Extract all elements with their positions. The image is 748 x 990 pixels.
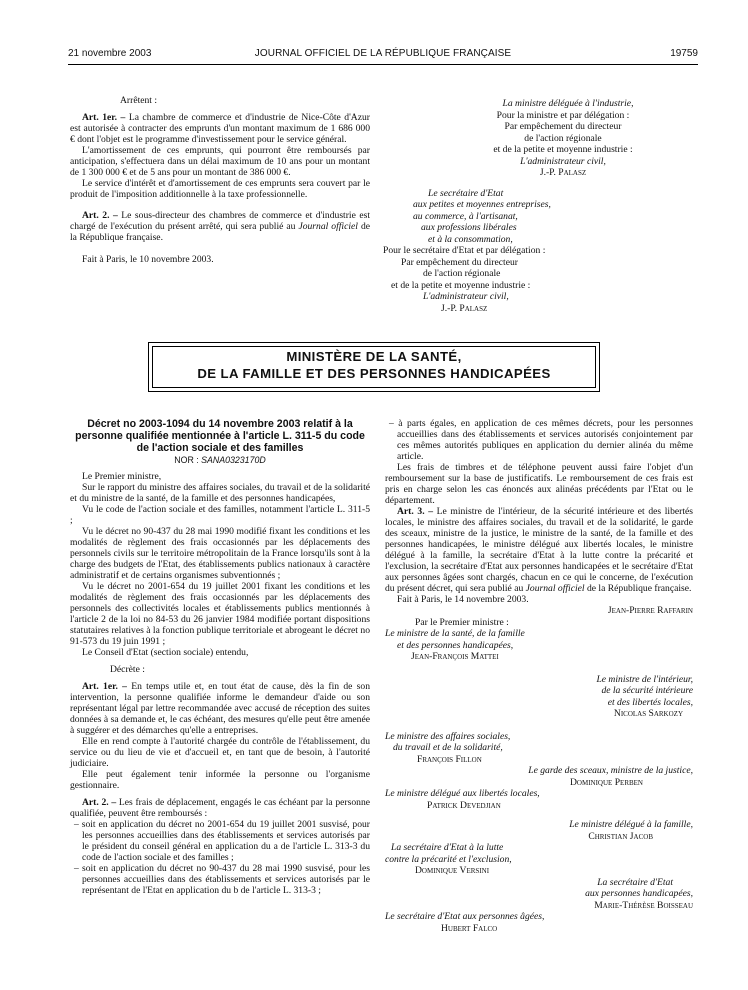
decret-column-right — [385, 418, 693, 934]
decret-art1-p2: Elle en rend compte à l'autorité chargée du contrôle de l'établissement, du service ou du lieu de vie et d'accueil et, en tant que de besoin, à l'autorité judiciaire. — [70, 736, 370, 769]
s3-role: Le ministre des affaires sociales, — [385, 730, 511, 742]
list-item: – soit en application du décret no 90-437 du 28 mai 1990 susvisé, pour les personnes accueillies dans des établissements et services autorisés par le représentant de l'Etat en application du b de l'article L. 313-3 ; — [70, 863, 370, 896]
sig1-line: Pour la ministre et par délégation : — [496, 109, 630, 121]
sig2-line: Pour le secrétaire d'Etat et par délégation : — [383, 245, 546, 256]
nor-reference — [70, 455, 370, 466]
sur-le-rapport: Sur le rapport du ministre des affaires sociales, du travail et de la solidarité et du ministre de la santé, de la famille et des personnes handicapées, — [70, 482, 370, 504]
conseil-etat: Le Conseil d'Etat (section sociale) entendu, — [82, 647, 249, 658]
decret-title: Décret no 2003-1094 du 14 novembre 2003 relatif à la personne qualifiée mentionnée à l'article L. 311-5 du code de l'action sociale et des familles — [75, 418, 365, 454]
sig2-role: au commerce, à l'artisanat, — [413, 210, 518, 222]
s7-name: Dominique Versini — [415, 865, 490, 876]
text: Les frais de déplacement, engagés le cas échéant par la personne qualifiée, peuvent être remboursés : — [70, 797, 371, 819]
art2-list — [70, 819, 370, 896]
ministry-banner-inner — [152, 346, 596, 388]
text: de la République française. — [70, 221, 371, 243]
s5-name: Patrick Devedjian — [427, 799, 501, 811]
arrete-signatures — [383, 98, 693, 314]
decret-signatures — [385, 605, 693, 934]
arrete-art1-p1 — [70, 112, 370, 145]
art-label: Art. 2. – — [82, 210, 118, 221]
sig2-line: Par empêchement du directeur — [401, 256, 518, 268]
decret-art1-p3: Elle peut également tenir informée la personne ou l'organisme gestionnaire. — [70, 769, 370, 791]
header-page-number: 19759 — [670, 48, 698, 59]
s7-role: contre la précarité et l'exclusion, — [385, 853, 512, 865]
arretent: Arrêtent : — [120, 95, 158, 106]
s1-name: Jean-François Mattei — [411, 651, 499, 662]
sig1-role: La ministre déléguée à l'industrie, — [502, 98, 634, 109]
s1-role: et des personnes handicapées, — [397, 639, 514, 651]
list-item: – soit en application du décret no 2001-654 du 19 juillet 2001 susvisé, pour les personnes accueillies dans des établissements et services autorisés par le président du conseil général en application du a de l'article L. 313-3 du code de l'action sociale et des familles ; — [70, 819, 370, 863]
arrete-art1-p2: L'amortissement de ces emprunts, qui pourront être remboursés par anticipation, s'effectuera dans un délai maximum de 10 ans pour un montant de 1 300 000 € et de 5 ans pour un montant de 386 000 €. — [70, 145, 370, 178]
sig2-name: J.-P. Palasz — [441, 302, 488, 314]
sig1-line: et de la petite et moyenne industrie : — [493, 144, 633, 155]
sig2-role: aux petites et moyennes entreprises, — [413, 199, 551, 210]
s3-name: François Fillon — [417, 753, 482, 765]
sig1-line: Par empêchement du directeur — [504, 121, 622, 132]
art-label: Art. 1er. – — [82, 112, 126, 123]
par-pm: Par le Premier ministre : — [415, 616, 509, 628]
s3-role: du travail et de la solidarité, — [393, 742, 503, 753]
header-rule — [68, 64, 698, 65]
list-item: – à parts égales, en application de ces mêmes décrets, pour les personnes accueillies dans des établissements et services autorisés conjointement par ces mêmes autorités publiques en application du dernier alinéa du même article. — [385, 418, 693, 462]
s6-role: Le ministre délégué à la famille, — [569, 819, 693, 830]
header-journal-title: JOURNAL OFFICIEL DE LA RÉPUBLIQUE FRANÇAISE — [254, 48, 512, 59]
s8-role: La secrétaire d'Etat — [597, 876, 673, 888]
art2-list-cont — [385, 418, 693, 462]
premier-ministre: Le Premier ministre, — [82, 471, 162, 482]
s8-role: aux personnes handicapées, — [585, 888, 693, 899]
vu-2: Vu le décret no 90-437 du 28 mai 1990 modifié fixant les conditions et les modalités de règlement des frais occasionnés par les déplacements des personnels civils sur le territoire métropolitain de la France lorsqu'ils sont à la charge des budgets de l'Etat, des établissements publics nationaux à caractère administratif et de certains organismes subventionnés ; — [70, 526, 370, 581]
text: En temps utile et, en tout état de cause, dès la fin de son intervention, la personne qualifiée informe le demandeur d'aide ou son représentant légal par lettre recommandée avec accusé de réception des suites données à sa demande et, le cas échéant, des mesures qu'elle peut être amenée à suggérer et des démarches qu'elle a entreprises. — [70, 681, 370, 736]
nor-label: NOR : — [174, 455, 199, 465]
nor-code: SANA0323170D — [201, 455, 266, 465]
decret-art2-p1 — [70, 797, 370, 819]
art-label: Art. 2. – — [82, 797, 117, 808]
art-label: Art. 3. – — [397, 506, 434, 517]
decret-column-left — [70, 418, 370, 896]
ministry-line1: MINISTÈRE DE LA SANTÉ, — [286, 349, 462, 364]
arrete-end-column — [70, 95, 370, 265]
sig2-role: Le secrétaire d'Etat — [428, 187, 504, 199]
ministry-line2: DE LA FAMILLE ET DES PERSONNES HANDICAPÉES — [197, 366, 551, 381]
s2-role: Le ministre de l'intérieur, — [596, 673, 693, 685]
ministry-banner — [148, 342, 600, 392]
jo-ref: Journal officiel — [298, 221, 358, 232]
s7-role: La secrétaire d'Etat à la lutte — [391, 842, 504, 853]
arrete-fait: Fait à Paris, le 10 novembre 2003. — [82, 254, 214, 265]
decrete: Décrète : — [110, 664, 145, 675]
decret-fait: Fait à Paris, le 14 novembre 2003. — [397, 594, 529, 605]
sig2-role: aux professions libérales — [421, 222, 517, 233]
text: La chambre de commerce et d'industrie de Nice-Côte d'Azur est autorisée à contracter des emprunts d'un montant maximum de 1 686 000 € dont l'objet est le programme d'investissement pour le service général. — [70, 112, 370, 145]
text: Le ministre de l'intérieur, de la sécurité intérieure et des libertés locales, le ministre des affaires sociales, du travail et de la solidarité, le garde des sceaux, ministre de la justice, le ministre de la santé, de la famille et des personnes handicapées, le ministre délégué aux libertés locales, le ministre délégué à la famille, la secrétaire d'Etat à la lutte contre la précarité et l'exclusion, la secrétaire d'Etat aux personnes handicapées et le secrétaire d'Etat aux personnes âgées sont chargés, chacun en ce qui le concerne, de l'exécution du présent décret, qui sera publié au — [385, 506, 693, 594]
s2-role: de la sécurité intérieure — [601, 685, 693, 696]
sig1-admin: L'administrateur civil, — [520, 155, 606, 167]
sig2-line: et de la petite et moyenne industrie : — [391, 279, 531, 291]
decret-art3 — [385, 506, 693, 594]
jo-ref: Journal officiel — [525, 583, 585, 594]
frais-timbres: Les frais de timbres et de téléphone peuvent aussi faire l'objet d'un remboursement sur la base de justificatifs. Le remboursement de ces frais est pris en charge selon les cas énoncés aux alinéas précédents par l'Etat ou le département. — [385, 462, 693, 506]
sig1-line: de l'action régionale — [524, 132, 602, 144]
s4-role: Le garde des sceaux, ministre de la justice, — [528, 765, 693, 776]
decret-art1-p1 — [70, 681, 370, 736]
vu-1: Vu le code de l'action sociale et des familles, notamment l'article L. 311-5 ; — [70, 504, 370, 526]
page-header — [68, 48, 698, 64]
sig1-name: J.-P. Palasz — [539, 167, 587, 178]
arrete-art2 — [70, 210, 370, 243]
text: Le sous-directeur des chambres de commerce et d'industrie est chargé de l'exécution du présent arrêté, qui sera publié au — [70, 210, 370, 232]
arrete-art1-p3: Le service d'intérêt et d'amortissement de ces emprunts sera couvert par le produit de l'imposition additionnelle à la taxe professionnelle. — [70, 178, 370, 200]
s2-role: et des libertés locales, — [607, 696, 693, 708]
s1-role: Le ministre de la santé, de la famille — [385, 628, 525, 639]
s2-name: Nicolas Sarkozy — [613, 708, 683, 719]
s4-name: Dominique Perben — [570, 776, 643, 788]
art-label: Art. 1er. – — [82, 681, 127, 692]
sig2-admin: L'administrateur civil, — [423, 291, 509, 302]
s6-name: Christian Jacob — [588, 830, 653, 842]
pm-name: Jean-Pierre Raffarin — [607, 605, 693, 616]
sig2-line: de l'action régionale — [423, 268, 501, 279]
s9-role: Le secrétaire d'Etat aux personnes âgées, — [385, 911, 545, 922]
header-date: 21 novembre 2003 — [68, 48, 152, 59]
s8-name: Marie-Thérèse Boisseau — [594, 899, 693, 911]
s9-name: Hubert Falco — [441, 922, 498, 934]
text: de la République française. — [586, 583, 692, 594]
vu-3: Vu le décret no 2001-654 du 19 juillet 2001 fixant les conditions et les modalités de règlement des frais occasionnés par les déplacements des personnels des collectivités locales et établissements publics mentionnés à l'article 2 de la loi no 84-53 du 26 janvier 1984 modifiée portant dispositions statutaires relatives à la fonction publique territoriale et abrogeant le décret no 91-573 du 19 juin 1991 ; — [70, 581, 370, 647]
sig2-role: et à la consommation, — [428, 233, 513, 245]
s5-role: Le ministre délégué aux libertés locales, — [385, 788, 540, 799]
